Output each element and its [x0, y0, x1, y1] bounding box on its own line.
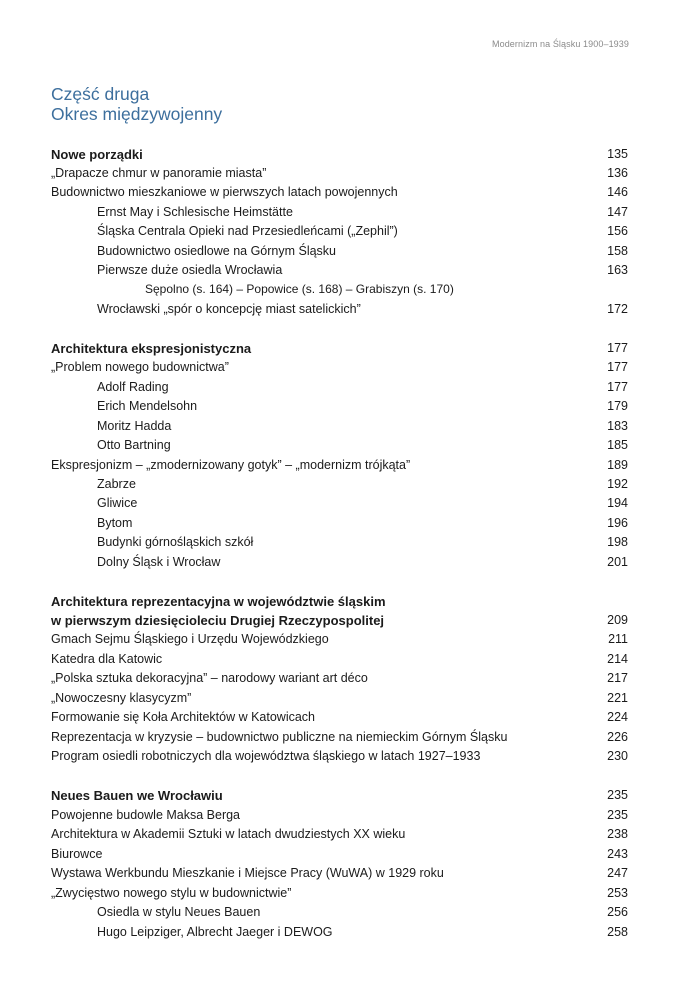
- toc-entry: [0, 728, 689, 747]
- toc-subentry: [0, 378, 689, 397]
- toc-page-number: 192: [607, 477, 628, 491]
- toc-page-number: 179: [607, 399, 628, 413]
- toc-entry-title: Budownictwo osiedlowe na Górnym Śląsku: [97, 244, 337, 258]
- toc-page-number: 198: [607, 535, 628, 549]
- toc-page-number: 135: [607, 147, 628, 161]
- toc-page-number: 196: [607, 516, 628, 530]
- toc-entry: [0, 845, 689, 864]
- toc-page-number: 258: [607, 925, 628, 939]
- toc-page-number: 201: [607, 555, 628, 569]
- toc-page-number: 156: [607, 224, 628, 238]
- toc-page-number: 146: [607, 185, 628, 199]
- toc-entry: [0, 164, 689, 183]
- toc-page-number: 230: [607, 749, 628, 763]
- toc-entry: [0, 825, 689, 844]
- part-title-line-1: Część druga: [51, 84, 150, 104]
- toc-section-heading: [0, 145, 689, 164]
- toc-page-number: 147: [607, 205, 628, 219]
- toc-entry-title: Dolny Śląsk i Wrocław: [97, 555, 221, 569]
- toc-section-heading: [0, 592, 689, 611]
- toc-subentry: [0, 261, 689, 280]
- toc-page-number: 214: [607, 652, 628, 666]
- part-title-line-2: Okres międzywojenny: [51, 104, 223, 124]
- toc-page-number: 172: [607, 302, 628, 316]
- toc-entry: [0, 358, 689, 377]
- toc-page-number: 238: [607, 827, 628, 841]
- toc-entry-title: Bytom: [97, 516, 133, 530]
- toc-subentry: [0, 397, 689, 416]
- toc-page-number: 158: [607, 244, 628, 258]
- toc-page-number: 177: [607, 380, 628, 394]
- toc-subentry: [0, 475, 689, 494]
- toc-entry-title: Wrocławski „spór o koncepcję miast satelickich”: [97, 302, 361, 316]
- toc-entry-title: Śląska Centrala Opieki nad Przesiedleńcami („Zephil”): [97, 224, 398, 238]
- toc-entry-title: Osiedla w stylu Neues Bauen: [97, 905, 261, 919]
- toc-subentry: [0, 203, 689, 222]
- toc-section-heading: [0, 611, 689, 630]
- toc-page-number: 209: [607, 613, 628, 627]
- toc-section-heading: [0, 339, 689, 358]
- toc-entry-title: Gmach Sejmu Śląskiego i Urzędu Wojewódzkiego: [51, 632, 329, 646]
- toc-entry: [0, 456, 689, 475]
- toc-entry-title: Pierwsze duże osiedla Wrocławia: [97, 263, 283, 277]
- toc-page-number: 183: [607, 419, 628, 433]
- toc-page-number: 224: [607, 710, 628, 724]
- toc-entry-title: Moritz Hadda: [97, 419, 172, 433]
- toc-entry-title: Wystawa Werkbundu Mieszkanie i Miejsce Pracy (WuWA) w 1929 roku: [51, 866, 444, 880]
- toc-entry-title: „Polska sztuka dekoracyjna” – narodowy wariant art déco: [51, 671, 368, 685]
- toc-entry-title: „Zwycięstwo nowego stylu w budownictwie”: [51, 886, 292, 900]
- toc-entry-title: Reprezentacja w kryzysie – budownictwo publiczne na niemieckim Górnym Śląsku: [51, 730, 508, 744]
- toc-section-heading: [0, 786, 689, 805]
- toc-subentry: [0, 533, 689, 552]
- toc-entry-title: Nowe porządki: [51, 147, 143, 162]
- toc-subsubentry: [0, 280, 689, 299]
- toc-page-number: 235: [607, 808, 628, 822]
- toc-page-number: 177: [607, 341, 628, 355]
- toc-subentry: [0, 494, 689, 513]
- toc-page-number: 185: [607, 438, 628, 452]
- toc-entry-title: „Nowoczesny klasycyzm”: [51, 691, 192, 705]
- toc-entry-title: „Drapacze chmur w panoramie miasta”: [51, 166, 267, 180]
- toc-entry-title: Budynki górnośląskich szkół: [97, 535, 254, 549]
- toc-entry: [0, 630, 689, 649]
- toc-entry-title: Budownictwo mieszkaniowe w pierwszych latach powojennych: [51, 185, 398, 199]
- toc-entry: [0, 864, 689, 883]
- running-header: Modernizm na Śląsku 1900–1939: [492, 39, 629, 49]
- toc-entry-title: Program osiedli robotniczych dla województwa śląskiego w latach 1927–1933: [51, 749, 481, 763]
- toc-subentry: [0, 553, 689, 572]
- toc-page-number: 226: [607, 730, 628, 744]
- toc-entry-title: Architektura reprezentacyjna w województwie śląskim: [51, 594, 386, 609]
- toc-entry: [0, 884, 689, 903]
- toc-subentry: [0, 903, 689, 922]
- toc-entry-title: Otto Bartning: [97, 438, 171, 452]
- toc-page-number: 177: [607, 360, 628, 374]
- toc-entry-title: Biurowce: [51, 847, 103, 861]
- toc-entry: [0, 806, 689, 825]
- toc-page-number: 256: [607, 905, 628, 919]
- toc-subentry: [0, 222, 689, 241]
- toc-subentry: [0, 514, 689, 533]
- toc-subentry: [0, 417, 689, 436]
- part-title: [51, 84, 222, 124]
- toc-page-number: 189: [607, 458, 628, 472]
- toc-page-number: 217: [607, 671, 628, 685]
- toc-entry-title: Erich Mendelsohn: [97, 399, 198, 413]
- toc-page-number: 243: [607, 847, 628, 861]
- toc-page-number: 194: [607, 496, 628, 510]
- toc-entry-title: Zabrze: [97, 477, 136, 491]
- toc-entry-title: „Problem nowego budownictwa”: [51, 360, 229, 374]
- toc-subentry: [0, 242, 689, 261]
- toc-entry-title: Adolf Rading: [97, 380, 169, 394]
- toc-entry-title: Neues Bauen we Wrocławiu: [51, 788, 223, 803]
- toc-page-number: 247: [607, 866, 628, 880]
- toc-page-number: 253: [607, 886, 628, 900]
- toc-page-number: 221: [607, 691, 628, 705]
- toc-entry-title: w pierwszym dziesięcioleciu Drugiej Rzeczypospolitej: [51, 613, 385, 628]
- toc-page-number: 136: [607, 166, 628, 180]
- toc-entry: [0, 689, 689, 708]
- toc-entry: [0, 747, 689, 766]
- toc-subentry: [0, 923, 689, 942]
- toc-page-number: 163: [607, 263, 628, 277]
- toc-subentry: [0, 436, 689, 455]
- toc-entry-title: Ekspresjonizm – „zmodernizowany gotyk” – „modernizm trójkąta”: [51, 458, 411, 472]
- toc-entry-title: Formowanie się Koła Architektów w Katowicach: [51, 710, 316, 724]
- toc-entry: [0, 708, 689, 727]
- toc-entry-title: Sępolno (s. 164) – Popowice (s. 168) – Grabiszyn (s. 170): [145, 282, 454, 296]
- toc-entry-title: Katedra dla Katowic: [51, 652, 163, 666]
- toc-entry-title: Architektura ekspresjonistyczna: [51, 341, 252, 356]
- toc-entry: [0, 183, 689, 202]
- toc-page-number: 235: [607, 788, 628, 802]
- toc-entry-title: Hugo Leipziger, Albrecht Jaeger i DEWOG: [97, 925, 333, 939]
- toc-entry-title: Powojenne budowle Maksa Berga: [51, 808, 241, 822]
- toc-page-number: 211: [608, 632, 628, 646]
- toc-entry: [0, 669, 689, 688]
- toc-entry-title: Ernst May i Schlesische Heimstätte: [97, 205, 293, 219]
- toc-entry-title: Gliwice: [97, 496, 138, 510]
- toc-subentry: [0, 300, 689, 319]
- toc-entry-title: Architektura w Akademii Sztuki w latach dwudziestych XX wieku: [51, 827, 406, 841]
- toc-entry: [0, 650, 689, 669]
